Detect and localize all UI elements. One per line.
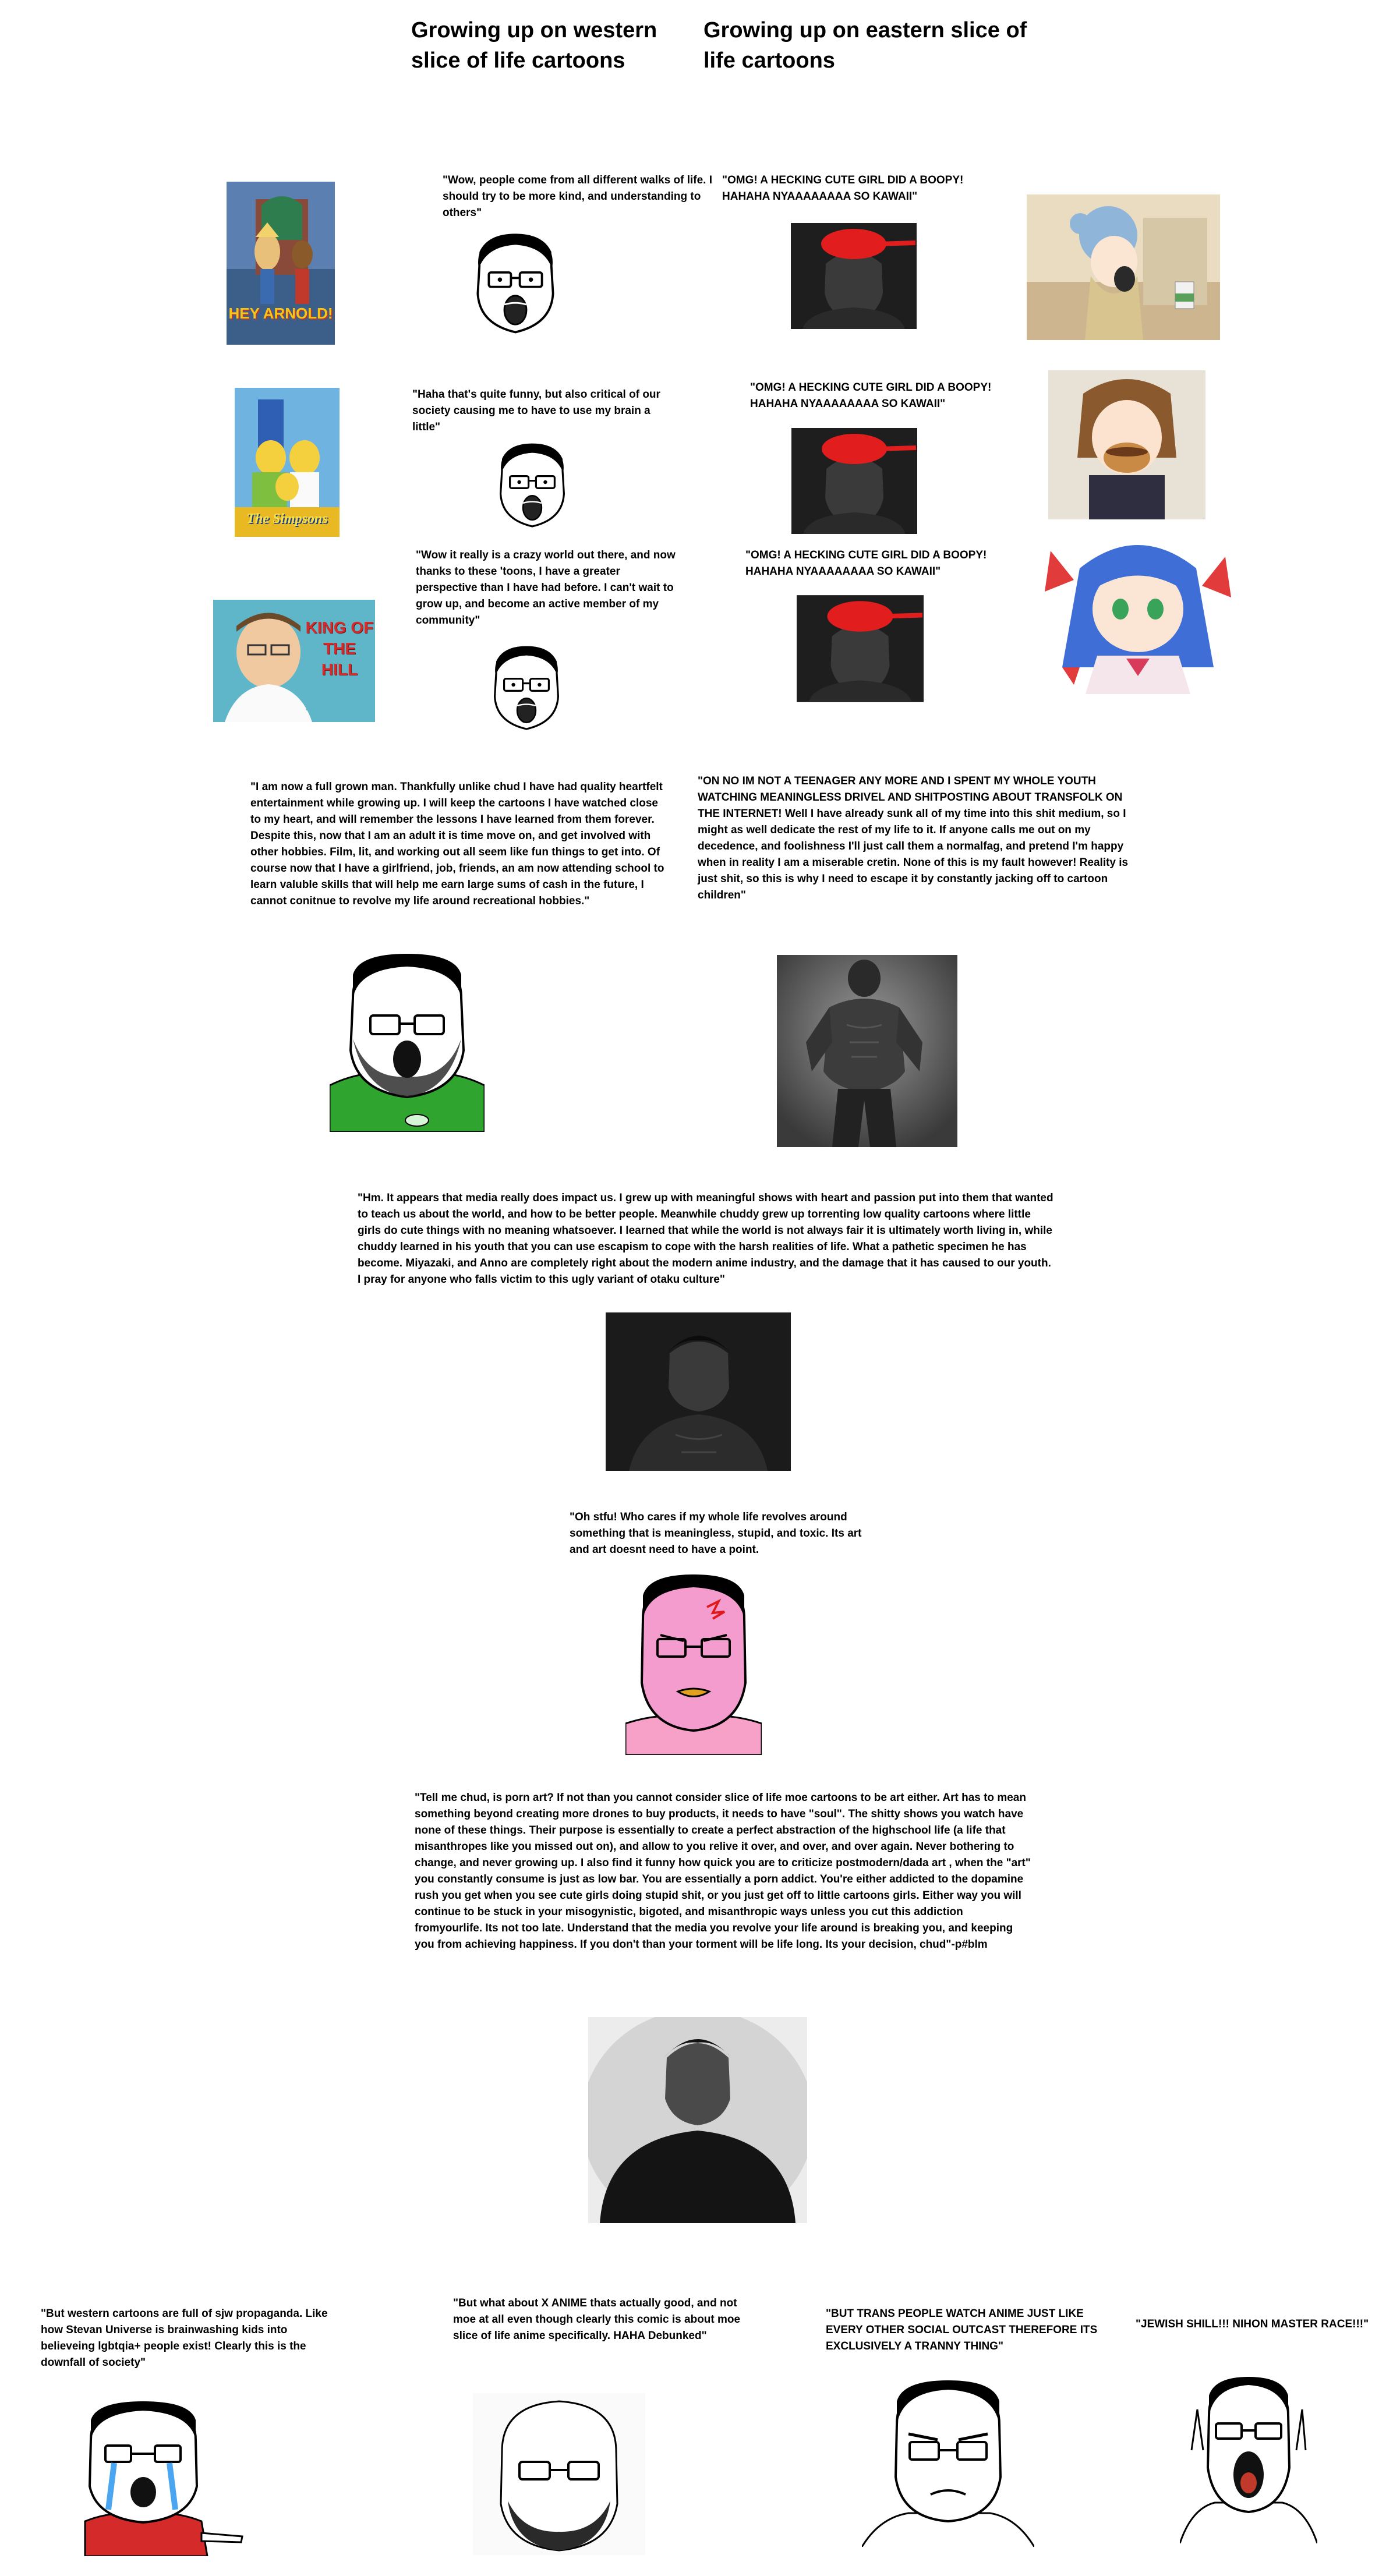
media-impact-text: "Hm. It appears that media really does impact us. I grew up with meaningful shows with heart and passion put into them that wanted to teach us about the world, and how to be better people. Meanwhile chuddy grew up torrenting low quality cartoons where little girls do cute things with no meaning whatsoever. I learned that while the world is not always fair it is ultimately worth living in, while chuddy learned in his youth that you can use escapism to cope with the harsh realities of life. What a pathetic specimen he has become. Miyazaki, and Anno are completely right about the modern anime industry, and the damage that it has caused to our youth. I pray for anyone who falls victim to this ugly variant of otaku culture" — [358, 1192, 1053, 1286]
bearded-wojak-glasses — [473, 2393, 645, 2555]
angry-pink-soyjak — [625, 1572, 762, 1755]
nichijou-screenshot — [1027, 194, 1220, 340]
soyjak-face-2 — [486, 438, 579, 531]
screaming-soyjak-hands — [1180, 2375, 1317, 2543]
western-caption-3: "Wow it really is a crazy world out there, and now thanks to these 'toons, I have a greater perspective than I have had before. I can't wait to grow up, and become an active member of my community" — [416, 549, 676, 627]
k-on-screenshot — [1048, 370, 1205, 519]
gigachad-red-dot-1 — [791, 223, 917, 329]
gigachad-black-shirt — [588, 2017, 807, 2223]
simpsons-poster — [235, 388, 340, 537]
western-header: Growing up on western slice of life cartoons — [411, 18, 657, 73]
hey-arnold-poster — [227, 182, 335, 345]
eastern-caption-2: "OMG! A HECKING CUTE GIRL DID A BOOPY! HAHAHA NYAAAAAAAA SO KAWAII" — [750, 381, 992, 410]
soyjak-face-1 — [460, 227, 571, 338]
eastern-header: Growing up on eastern slice of life cartoons — [703, 18, 1027, 73]
western-caption-1: "Wow, people come from all different walks of life. I should try to be more kind, and understanding to others" — [443, 174, 712, 219]
eastern-adult-text: "ON NO IM NOT A TEENAGER ANY MORE AND I SPENT MY WHOLE YOUTH WATCHING MEANINGLESS DRIVEL AND SHITPOSTING ABOUT TRANSFOLK ON THE INTERNET! Well I have already sunk all of my time into this shit medium, so I might as well dedicate the rest of my life to it. If anyone calls me out on my decedence, and foolishness I'll just call them a normalfag, and pretend I'm happy when in reality I am a miserable cretin. None of this is my fault however! Reality is just shit, so this is why I need to escape it by constantly jacking off to cartoon children" — [698, 775, 1129, 901]
king-of-the-hill-poster — [213, 600, 375, 722]
angry-wojak-glasses — [862, 2378, 1034, 2547]
king-of-the-hill-logo: KING OF THE HILL — [305, 618, 374, 678]
eastern-caption-1: "OMG! A HECKING CUTE GIRL DID A BOOPY! HAHAHA NYAAAAAAAA SO KAWAII" — [722, 174, 964, 203]
gigachad-red-dot-3 — [797, 595, 924, 702]
gigachad-full-body — [777, 955, 957, 1147]
stfu-text: "Oh stfu! Who cares if my whole life revolves around something that is meaningless, stupid, and toxic. Its art and art doesnt need to have a point. — [570, 1511, 862, 1556]
bottom-caption-sjw: "But western cartoons are full of sjw propaganda. Like how Stevan Universe is brainwashing kids into believeing lgbtqia+ people exist! Clearly this is the downfall of society" — [41, 2308, 328, 2369]
soyjak-face-3 — [480, 641, 573, 734]
gigachad-red-dot-2 — [791, 428, 918, 534]
bottom-caption-x-anime: "But what about X ANIME thats actually good, and not moe at all even though clearly this comic is about moe slice of life anime specifically. HAHA Debunked" — [453, 2297, 741, 2342]
eastern-caption-3: "OMG! A HECKING CUTE GIRL DID A BOOPY! HAHAHA NYAAAAAAAA SO KAWAII" — [745, 549, 987, 578]
hey-arnold-logo: HEY ARNOLD! — [228, 305, 333, 322]
bottom-caption-jewish-shill: "JEWISH SHILL!!! NIHON MASTER RACE!!!" — [1136, 2318, 1369, 2330]
lucky-star-screenshot — [1039, 533, 1237, 694]
western-caption-2: "Haha that's quite funny, but also critical of our society causing me to have to use my brain a little" — [412, 388, 660, 433]
simpsons-logo: The Simpsons — [246, 511, 328, 526]
western-adult-text: "I am now a full grown man. Thankfully unlike chud I have had quality heartfelt entertainment while growing up. I will keep the cartoons I have watched close to my heart, and will remember the lessons I have learned from them forever. Despite this, now that I am an adult it is time move on, and get involved with other hobbies. Film, lit, and working out all seem like fun things to get into. Of course now that I have a girlfriend, job, friends, an am now attending school to learn valuble skills that will help me earn large sums of cash in the future, I cannot conitnue to revolve my life around recreational hobbies." — [250, 781, 664, 907]
gigachad-portrait-dark — [606, 1312, 791, 1471]
porn-art-text: "Tell me chud, is porn art? If not than you cannot consider slice of life moe cartoons to be art either. Art has to mean something beyond creating more drones to buy products, it needs to have "soul". The shitty shows you watch have none of these things. Their purpose is essentially to create a perfect abstraction of the highschool life (a life that misanthropes like you missed out on), and allow to you relive it over, and over, and over again. Never bothering to change, and never growing up. I also find it funny how quick you are to criticize postmodern/dada art , when the "art" you constantly consume is just as low bar. You are essentially a porn addict. You're either addicted to the dopamine rush you get when you see cute girls doing stupid shit, or you just get off to little cartoons girls. Either way you will continue to be stuck in your misogynistic, bigoted, and misanthropic ways unless you cut this addiction fromyourlife. Its not too late. Understand that the media you revolve your life around is breaking you, and keeping you from achieving happiness. If you don't than your torment will be life long. Its your decision, chud"-p#blm — [415, 1792, 1031, 1951]
crying-soyjak-red-shirt — [73, 2399, 246, 2556]
bottom-caption-trans: "BUT TRANS PEOPLE WATCH ANIME JUST LIKE EVERY OTHER SOCIAL OUTCAST THEREFORE ITS EXCLUSIVELY A TRANNY THING" — [826, 2308, 1098, 2352]
soyjak-bearded-green-shirt — [330, 951, 485, 1132]
